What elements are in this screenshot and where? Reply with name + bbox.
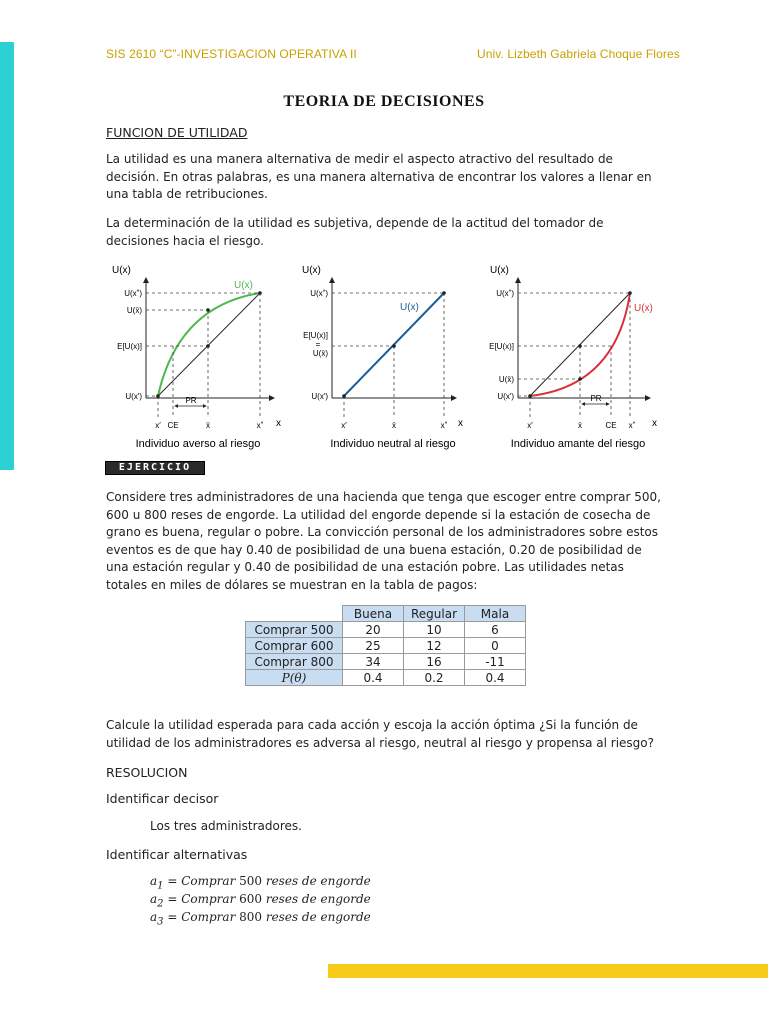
table-row-label: Comprar 600: [246, 638, 343, 654]
table-row: [246, 654, 526, 670]
chart-lover-xlabel: x: [652, 418, 657, 429]
chart-neutral-ytick-ux2: U(xˮ): [310, 289, 328, 298]
footer-accent-bar: [328, 964, 768, 978]
table-cell: 20: [343, 622, 404, 638]
table-cell: 10: [404, 622, 465, 638]
chart-averse-xtick-xbar: x̄: [206, 421, 210, 430]
table-row-label: Comprar 500: [246, 622, 343, 638]
table-header-regular: Regular: [404, 606, 465, 622]
chart-lover-curve-label: U(x): [634, 303, 653, 314]
table-row-label: P(θ): [246, 670, 343, 686]
alternatives-heading: Identificar alternativas: [106, 847, 248, 862]
chart-neutral-ytick-uxbar: U(x̄): [312, 349, 328, 358]
table-row: [246, 638, 526, 654]
chart-averse-xtick-ce: CE: [167, 421, 179, 430]
chart-lover-ytick-eux: E[U(x)]: [489, 342, 514, 351]
table-row: [246, 670, 526, 686]
chart-averse-xlabel: x: [276, 418, 281, 429]
resolution-heading: RESOLUCION: [106, 765, 188, 780]
table-cell: 16: [404, 654, 465, 670]
alternative-a3: $a_3$ = Comprar 800 reses de engorde: [150, 910, 371, 928]
table-cell: -11: [465, 654, 526, 670]
chart-averse-curve-label: U(x): [234, 280, 253, 291]
table-cell: 0.2: [404, 670, 465, 686]
chart-neutral-curve-label: U(x): [400, 302, 419, 313]
chart-neutral-xlabel: x: [458, 418, 463, 429]
chart-neutral-ylabel: U(x): [302, 265, 321, 276]
chart-neutral-xtick-x1: x′: [341, 421, 347, 430]
chart-averse-caption: Individuo averso al riesgo: [135, 438, 261, 450]
table-cell: 0.4: [343, 670, 404, 686]
table-cell: 25: [343, 638, 404, 654]
table-cell: 0: [465, 638, 526, 654]
chart-lover-caption: Individuo amante del riesgo: [510, 438, 646, 450]
chart-lover-xtick-x1: x′: [527, 421, 533, 430]
chart-averse-ytick-ux2: U(xˮ): [124, 289, 142, 298]
table-header-row: [246, 606, 526, 622]
table-row: [246, 622, 526, 638]
paragraph-utility-definition: La utilidad es una manera alternativa de medir el aspecto atractivo del resultado de decisión. En otras palabras, es una manera alternativa de encontrar los valores a llenar en una tabla de retribuciones.: [106, 152, 652, 201]
header-course: SIS 2610 “C”-INVESTIGACION OPERATIVA II: [106, 47, 357, 61]
table-corner-cell: [246, 606, 343, 622]
section-heading-utility: FUNCION DE UTILIDAD: [106, 125, 248, 140]
chart-neutral-ytick-eux: E[U(x)]: [303, 331, 328, 340]
paragraph-exercise: Considere tres administradores de una hacienda que tenga que escoger entre comprar 500, 600 u 800 reses de engorde. La utilidad del engorde depende si la estación de cosecha de grano es buena, regular o pobre. La convicción personal de los administradores sobre estos eventos es de que hay 0.40 de posibilidad de una buena estación, 0.20 de posibilidad de una estación regular y 0.40 de posibilidad de una estación pobre. Las utilidades netas totales en miles de dólares se muestran en la tabla de pagos:: [106, 490, 661, 592]
table-cell: 0.4: [465, 670, 526, 686]
page-title: TEORIA DE DECISIONES: [283, 93, 485, 110]
chart-neutral-xtick-x2: xˮ: [440, 421, 448, 430]
alternative-a1: $a_1$ = Comprar 500 reses de engorde: [150, 874, 371, 892]
chart-lover-ytick-uxbar: U(x̄): [498, 375, 514, 384]
chart-neutral-ytick-equals: =: [315, 340, 321, 349]
chart-averse-ytick-ux1: U(x′): [125, 392, 142, 401]
chart-neutral-xtick-xbar: x̄: [392, 421, 396, 430]
utility-charts-figure: [106, 258, 660, 458]
chart-neutral-ytick-ux1: U(x′): [311, 392, 328, 401]
chart-lover-pr-label: PR: [590, 394, 602, 403]
decisor-text: Los tres administradores.: [150, 819, 302, 833]
chart-averse-ytick-eux: E[U(x)]: [117, 342, 142, 351]
exercise-label: EJERCICIO: [106, 462, 204, 474]
table-row-label: Comprar 800: [246, 654, 343, 670]
chart-averse: [112, 265, 281, 450]
chart-neutral: [302, 265, 463, 450]
chart-lover-xtick-xbar: x̄: [578, 421, 582, 430]
table-header-buena: Buena: [343, 606, 404, 622]
chart-lover-ytick-ux2: U(xˮ): [496, 289, 514, 298]
chart-averse-ytick-uxbar: U(x̄): [126, 306, 142, 315]
chart-neutral-caption: Individuo neutral al riesgo: [330, 438, 456, 450]
chart-averse-xtick-x1: x′: [155, 421, 161, 430]
chart-lover-xtick-x2: xˮ: [628, 421, 636, 430]
table-cell: 6: [465, 622, 526, 638]
table-cell: 34: [343, 654, 404, 670]
chart-lover-ytick-ux1: U(x′): [497, 392, 514, 401]
paragraph-question: Calcule la utilidad esperada para cada acción y escoja la acción óptima ¿Si la función de utilidad de los administradores es adversa al riesgo, neutral al riesgo y propensa al riesgo?: [106, 718, 654, 750]
decisor-heading: Identificar decisor: [106, 791, 219, 806]
table-header-mala: Mala: [465, 606, 526, 622]
header-author: Univ. Lizbeth Gabriela Choque Flores: [477, 47, 680, 61]
chart-averse-xtick-x2: xˮ: [256, 421, 264, 430]
paragraph-utility-subjective: La determinación de la utilidad es subjetiva, depende de la actitud del tomador de decisiones hacia el riesgo.: [106, 216, 604, 248]
alternative-a2: $a_2$ = Comprar 600 reses de engorde: [150, 892, 371, 910]
chart-averse-ylabel: U(x): [112, 265, 131, 276]
table-cell: 12: [404, 638, 465, 654]
chart-lover: [489, 265, 657, 450]
payoff-table: [245, 605, 526, 686]
chart-lover-ylabel: U(x): [490, 265, 509, 276]
chart-lover-xtick-ce: CE: [605, 421, 617, 430]
chart-averse-pr-label: PR: [185, 396, 197, 405]
